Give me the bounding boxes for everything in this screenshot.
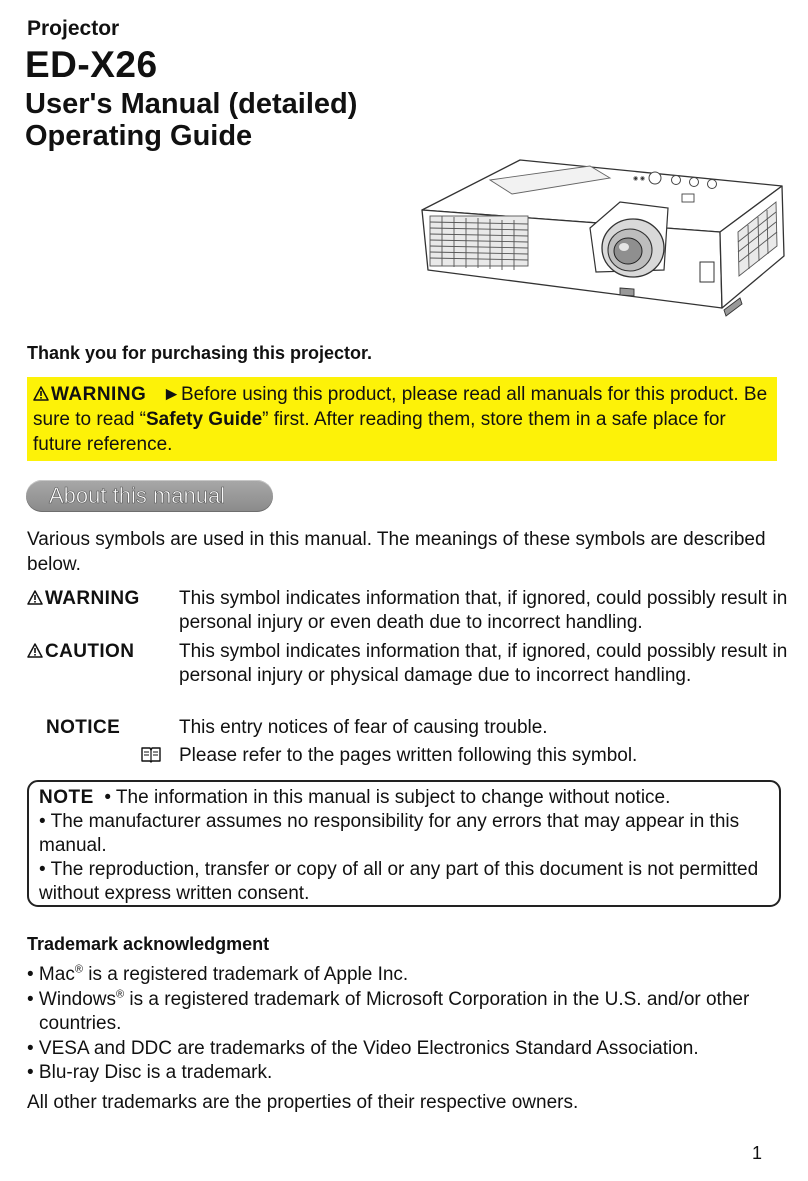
trademark-list xyxy=(27,963,787,1086)
note-box xyxy=(27,780,781,907)
symbol-description: This symbol indicates information that, if ignored, could possibly result in personal injury or even death due to incorrect handling. xyxy=(179,588,788,633)
note-line: • The reproduction, transfer or copy of all or any part of this document is not permitted without express written consent. xyxy=(39,859,759,904)
warning-label: WARNING xyxy=(33,384,146,405)
trademark-footer: All other trademarks are the properties of their respective owners. xyxy=(27,1092,579,1113)
intro-text: Various symbols are used in this manual. The meanings of these symbols are described below. xyxy=(27,529,766,575)
list-item: • Mac® is a registered trademark of Apple Inc. xyxy=(27,963,409,985)
symbol-label: NOTICE xyxy=(46,717,121,738)
manual-subtitle: User's Manual (detailed) xyxy=(25,88,358,120)
warning-triangle-icon xyxy=(27,643,43,658)
thank-you-text: Thank you for purchasing this projector. xyxy=(27,343,373,363)
page-number: 1 xyxy=(751,1143,762,1163)
arrow-icon: ► xyxy=(162,384,181,405)
symbol-description: This entry notices of fear of causing trouble. xyxy=(179,717,548,738)
note-label: NOTE xyxy=(39,787,94,808)
note-line: • The manufacturer assumes no responsibility for any errors that may appear in this manual. xyxy=(39,811,740,856)
projector-illustration xyxy=(420,158,790,326)
list-item: • Blu-ray Disc is a trademark. xyxy=(27,1062,273,1083)
warning-text-2: ” first. After reading them, store them in a safe place for future reference. xyxy=(33,409,726,455)
list-item: • Windows® is a registered trademark of Microsoft Corporation in the U.S. and/or other countries. xyxy=(27,988,750,1034)
book-icon xyxy=(141,746,161,763)
warning-box xyxy=(27,377,777,461)
symbol-description: This symbol indicates information that, if ignored, could possibly result in personal injury or physical damage due to incorrect handling. xyxy=(179,641,788,686)
document-category: Projector xyxy=(27,17,120,40)
symbol-description: Please refer to the pages written following this symbol. xyxy=(179,745,638,766)
list-item: • VESA and DDC are trademarks of the Video Electronics Standard Association. xyxy=(27,1037,699,1059)
section-heading: About this manual xyxy=(26,480,273,512)
warning-text: Before using this product, please read all manuals for this product. Be sure to read “ xyxy=(33,384,768,430)
model-title: ED-X26 xyxy=(25,44,158,85)
note-line: • The information in this manual is subject to change without notice. xyxy=(104,787,671,808)
safety-guide-ref: Safety Guide xyxy=(146,409,263,430)
trademark-heading: Trademark acknowledgment xyxy=(27,934,270,954)
symbol-label: CAUTION xyxy=(27,640,134,664)
warning-triangle-icon xyxy=(33,386,49,401)
symbol-label: WARNING xyxy=(27,587,140,611)
svg-text:◉ ◉: ◉ ◉ xyxy=(633,176,646,182)
warning-triangle-icon xyxy=(27,590,43,605)
manual-subtitle-2: Operating Guide xyxy=(25,120,253,152)
